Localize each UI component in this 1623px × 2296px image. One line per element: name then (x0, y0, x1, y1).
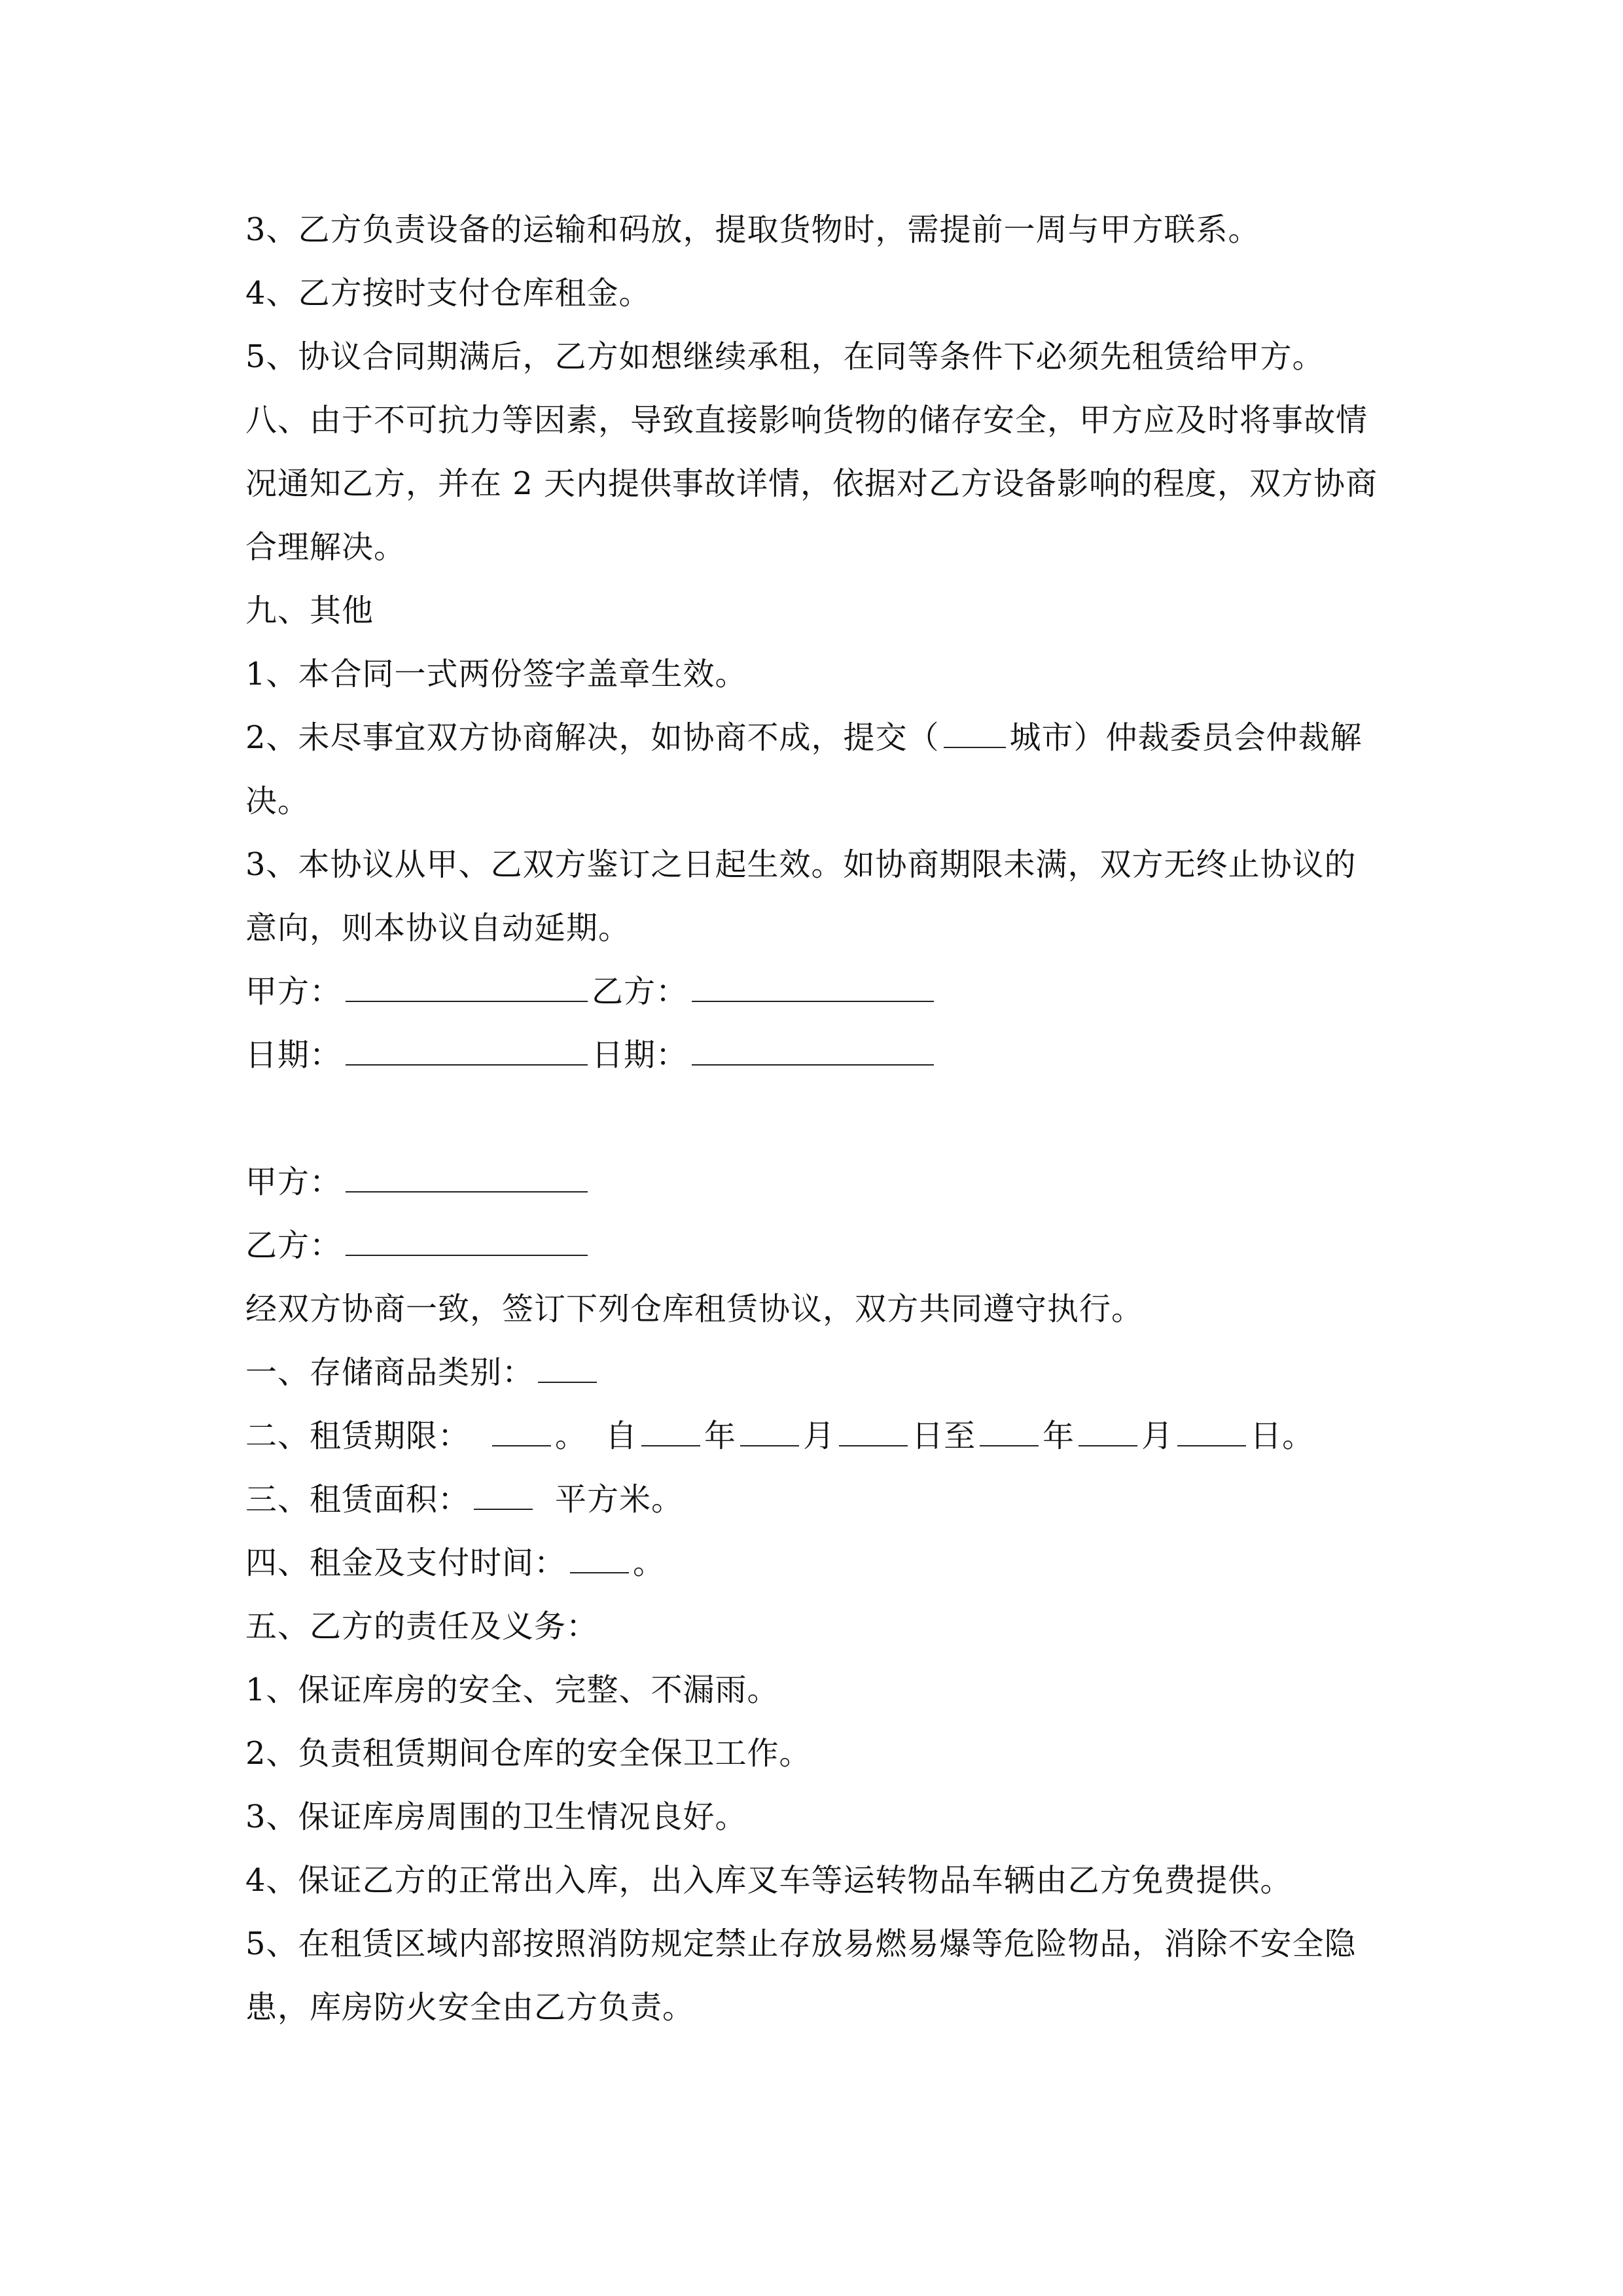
clause-text: 2、负责租赁期间仓库的安全保卫工作。 (245, 1735, 812, 1772)
clause-line (245, 1543, 1384, 1583)
clause-text: 况通知乙方，并在 2 天内提供事故详情，依据对乙方设备影响的程度，双方协商 (245, 465, 1378, 502)
signature-line (245, 972, 1384, 1011)
clause-text: 1、本合同一式两份签字盖章生效。 (245, 656, 747, 692)
clause-text: 年 (1043, 1418, 1075, 1454)
clause-text: 月 (1141, 1418, 1174, 1454)
heading-text: 五、乙方的责任及义务： (245, 1608, 599, 1645)
party-a-label: 甲方： (245, 1164, 342, 1200)
section-heading (245, 591, 1384, 630)
area-blank[interactable] (474, 1480, 533, 1510)
clause-text: 4、乙方按时支付仓库租金。 (245, 275, 651, 312)
section-heading (245, 1607, 1384, 1646)
clause-text: 3、保证库房周围的卫生情况良好。 (245, 1799, 747, 1835)
clause-text: 八、由于不可抗力等因素，导致直接影响货物的储存安全，甲方应及时将事故情 (245, 402, 1368, 439)
date-label: 日期： (592, 1037, 688, 1073)
end-year-blank[interactable] (980, 1416, 1039, 1446)
lease-term-blank[interactable] (492, 1416, 551, 1446)
clause-line (245, 1353, 1384, 1392)
party-b-date-blank[interactable] (692, 1035, 934, 1066)
clause-text: 日至 (912, 1418, 976, 1454)
clause-text: 年 (704, 1418, 737, 1454)
start-day-blank[interactable] (839, 1416, 908, 1446)
clause-text: 决。 (245, 783, 310, 819)
clause-text: 患，库房防火安全由乙方负责。 (245, 1989, 695, 2026)
clause-text: 1、保证库房的安全、完整、不漏雨。 (245, 1672, 779, 1708)
clause-line (245, 1289, 1384, 1329)
party-line (245, 1226, 1384, 1265)
party-b-name-blank[interactable] (346, 1226, 588, 1256)
end-day-blank[interactable] (1177, 1416, 1246, 1446)
city-blank[interactable] (944, 718, 1006, 748)
clause-text: 自 (605, 1418, 638, 1454)
party-a-label: 甲方： (245, 973, 342, 1010)
clause-line (245, 337, 1384, 376)
clause-text: 平方米。 (555, 1481, 684, 1518)
clause-line (245, 908, 1384, 948)
party-b-label: 乙方： (592, 973, 688, 1010)
clause-line (245, 210, 1384, 249)
goods-category-blank[interactable] (538, 1353, 597, 1383)
date-label: 日期： (245, 1037, 342, 1073)
heading-text: 九、其他 (245, 592, 374, 629)
end-month-blank[interactable] (1079, 1416, 1137, 1446)
start-year-blank[interactable] (641, 1416, 700, 1446)
clause-text: 意向，则本协议自动延期。 (245, 910, 631, 946)
clause-text: 2、未尽事宜双方协商解决，如协商不成，提交（ (245, 719, 940, 756)
clause-line (245, 718, 1384, 757)
clause-text: 经双方协商一致，签订下列仓库租赁协议，双方共同遵守执行。 (245, 1291, 1144, 1327)
clause-text: 二、租赁期限： (245, 1418, 471, 1454)
clause-text: 月 (803, 1418, 836, 1454)
clause-line (245, 845, 1384, 884)
clause-line (245, 464, 1384, 503)
clause-line (245, 1734, 1384, 1773)
clause-line (245, 781, 1384, 821)
party-a-date-blank[interactable] (346, 1035, 588, 1066)
clause-line (245, 1416, 1384, 1456)
clause-text: 日。 (1250, 1418, 1315, 1454)
party-b-signature-blank[interactable] (692, 972, 934, 1002)
clause-line (245, 655, 1384, 694)
party-line (245, 1162, 1384, 1202)
clause-text: 合理解决。 (245, 529, 406, 565)
clause-line (245, 1480, 1384, 1519)
clause-line (245, 528, 1384, 567)
clause-line (245, 401, 1384, 440)
party-b-label: 乙方： (245, 1227, 342, 1264)
party-a-name-blank[interactable] (346, 1162, 588, 1193)
start-month-blank[interactable] (740, 1416, 799, 1446)
clause-line (245, 274, 1384, 313)
clause-text: 一、存储商品类别： (245, 1354, 535, 1391)
clause-line (245, 1861, 1384, 1900)
clause-line (245, 1924, 1384, 1964)
clause-text: 5、在租赁区域内部按照消防规定禁止存放易燃易爆等危险物品，消除不安全隐 (245, 1926, 1357, 1962)
clause-text: 三、租赁面积： (245, 1481, 471, 1518)
clause-text: 城市）仲裁委员会仲裁解 (1009, 719, 1363, 756)
clause-text: 5、协议合同期满后，乙方如想继续承租，在同等条件下必须先租赁给甲方。 (245, 338, 1325, 375)
clause-text: 4、保证乙方的正常出入库，出入库叉车等运转物品车辆由乙方免费提供。 (245, 1862, 1293, 1899)
date-line (245, 1035, 1384, 1075)
clause-line (245, 1988, 1384, 2027)
clause-text: 。 (633, 1545, 666, 1581)
clause-text: 3、本协议从甲、乙双方鉴订之日起生效。如协商期限未满，双方无终止协议的 (245, 846, 1357, 883)
clause-text: 。 (555, 1418, 588, 1454)
clause-line (245, 1797, 1384, 1837)
clause-text: 四、租金及支付时间： (245, 1545, 567, 1581)
clause-line (245, 1670, 1384, 1710)
rent-payment-blank[interactable] (570, 1543, 629, 1573)
clause-text: 3、乙方负责设备的运输和码放，提取货物时，需提前一周与甲方联系。 (245, 211, 1260, 248)
party-a-signature-blank[interactable] (346, 972, 588, 1002)
